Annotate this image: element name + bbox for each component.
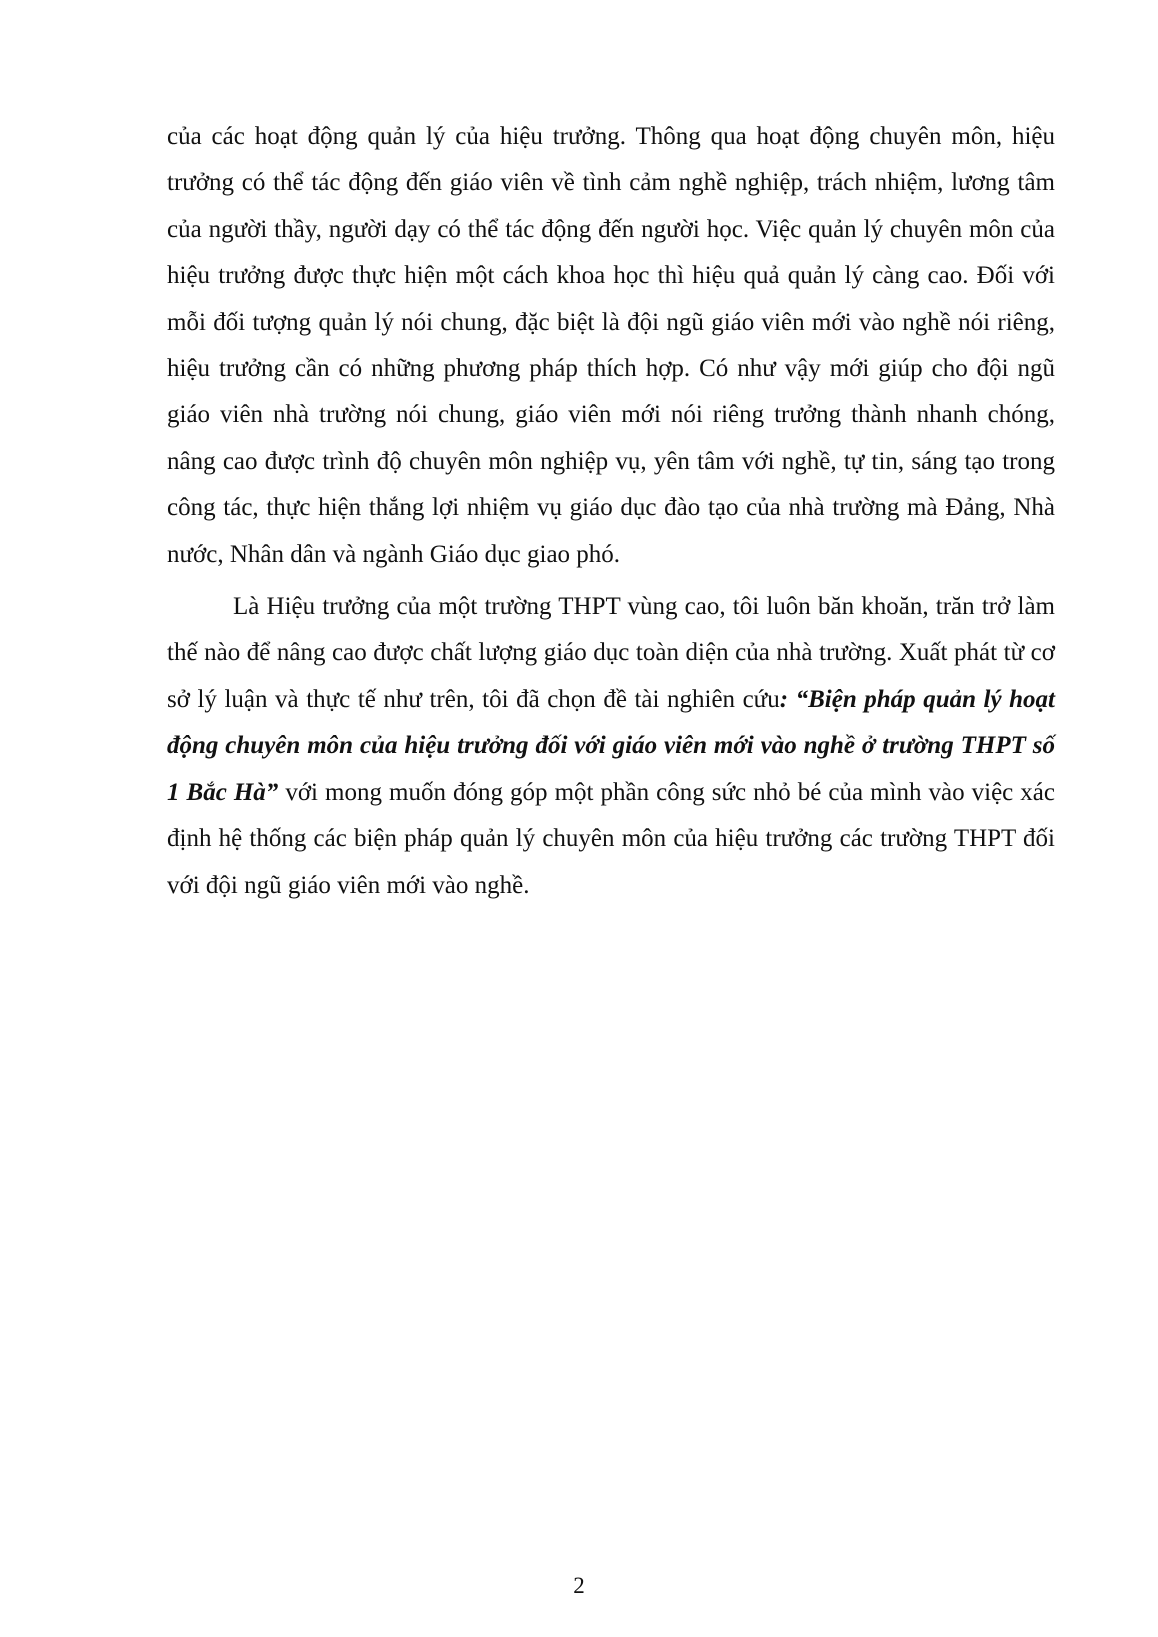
- body-text: [167, 114, 1055, 909]
- paragraph-context: của các hoạt động quản lý của hiệu trưởng. Thông qua hoạt động chuyên môn, hiệu trưởng có thể tác động đến giáo viên về tình cảm nghề nghiệp, trách nhiệm, lương tâm của người thầy, người dạy có thể tác động đến người học. Việc quản lý chuyên môn của hiệu trưởng được thực hiện một cách khoa học thì hiệu quả quản lý càng cao. Đối với mỗi đối tượng quản lý nói chung, đặc biệt là đội ngũ giáo viên mới vào nghề nói riêng, hiệu trưởng cần có những phương pháp thích hợp. Có như vậy mới giúp cho đội ngũ giáo viên nhà trường nói chung, giáo viên mới nói riêng trưởng thành nhanh chóng, nâng cao được trình độ chuyên môn nghiệp vụ, yên tâm với nghề, tự tin, sáng tạo trong công tác, thực hiện thắng lợi nhiệm vụ giáo dục đào tạo của nhà trường mà Đảng, Nhà nước, Nhân dân và ngành Giáo dục giao phó.: [167, 123, 1055, 568]
- paragraph-topic-lead: Là Hiệu trưởng của một trường THPT vùng cao, tôi luôn băn khoăn, trăn trở làm thế nào để nâng cao được chất lượng giáo dục toàn diện của nhà trường. Xuất phát từ cơ sở lý luận và thực tế như trên, tôi đã chọn đề tài nghiên cứu: [167, 593, 1055, 713]
- research-title: : “Biện pháp quản lý hoạt động chuyên môn của hiệu trưởng đối với giáo viên mới vào nghề ở trường THPT số 1 Bắc Hà”: [167, 685, 1055, 806]
- paragraph-topic-tail: với mong muốn đóng góp một phần công sức nhỏ bé của mình vào việc xác định hệ thống các biện pháp quản lý chuyên môn của hiệu trưởng các trường THPT đối với đội ngũ giáo viên mới vào nghề.: [167, 778, 1056, 899]
- page-number: 2: [573, 1573, 585, 1598]
- paragraph-topic: [167, 584, 1055, 909]
